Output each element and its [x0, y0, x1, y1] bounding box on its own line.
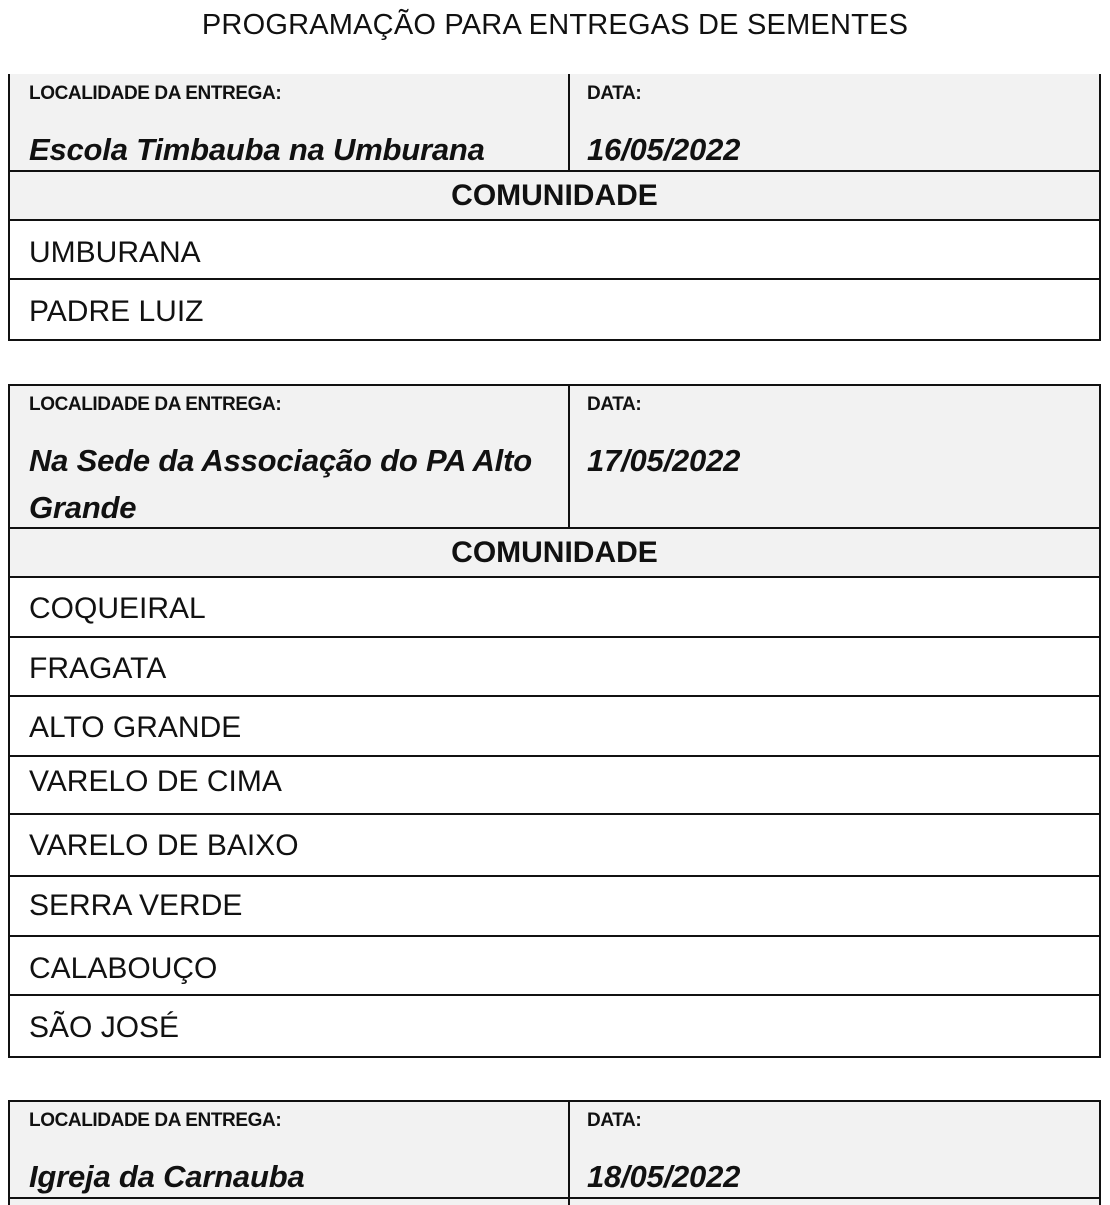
- table-top-border: [8, 384, 1101, 386]
- community-header: COMUNIDADE: [8, 529, 1101, 578]
- delivery-header: [8, 385, 1101, 529]
- community-item: VARELO DE BAIXO: [8, 815, 1101, 877]
- date-cell: [570, 1101, 1099, 1205]
- location-cell: [10, 385, 570, 527]
- community-item: ALTO GRANDE: [8, 697, 1101, 757]
- community-item: SERRA VERDE: [8, 877, 1101, 937]
- community-item: FRAGATA: [8, 638, 1101, 697]
- delivery-table-1: [8, 74, 1101, 341]
- location-value: Escola Timbauba na Umburana: [29, 132, 485, 167]
- date-value: 17/05/2022: [587, 443, 741, 478]
- location-label: LOCALIDADE DA ENTREGA:: [29, 83, 282, 104]
- community-item: PADRE LUIZ: [8, 280, 1101, 341]
- document-title: PROGRAMAÇÃO PARA ENTREGAS DE SEMENTES: [201, 9, 909, 41]
- location-value: Na Sede da Associação do PA Alto Grande: [29, 443, 532, 525]
- delivery-table-3: [8, 1101, 1101, 1205]
- date-value: 18/05/2022: [587, 1159, 741, 1194]
- table-bottom-edge: [8, 1197, 1101, 1199]
- location-value: Igreja da Carnauba: [29, 1159, 305, 1194]
- date-value: 16/05/2022: [587, 132, 741, 167]
- date-label: DATA:: [587, 394, 642, 415]
- delivery-header: [8, 1101, 1101, 1205]
- community-item: UMBURANA: [8, 221, 1101, 280]
- location-cell: [10, 1101, 570, 1205]
- table-top-border: [8, 1100, 1101, 1102]
- date-cell: [570, 385, 1099, 527]
- community-item: SÃO JOSÉ: [8, 996, 1101, 1058]
- location-label: LOCALIDADE DA ENTREGA:: [29, 394, 282, 415]
- location-label: LOCALIDADE DA ENTREGA:: [29, 1110, 282, 1131]
- community-header: COMUNIDADE: [8, 172, 1101, 221]
- delivery-header: [8, 74, 1101, 172]
- location-cell: [10, 74, 570, 170]
- community-item: VARELO DE CIMA: [8, 757, 1101, 815]
- date-label: DATA:: [587, 1110, 642, 1131]
- date-label: DATA:: [587, 83, 642, 104]
- community-item: COQUEIRAL: [8, 578, 1101, 638]
- delivery-table-2: [8, 385, 1101, 1058]
- date-cell: [570, 74, 1099, 170]
- community-item: CALABOUÇO: [8, 937, 1101, 996]
